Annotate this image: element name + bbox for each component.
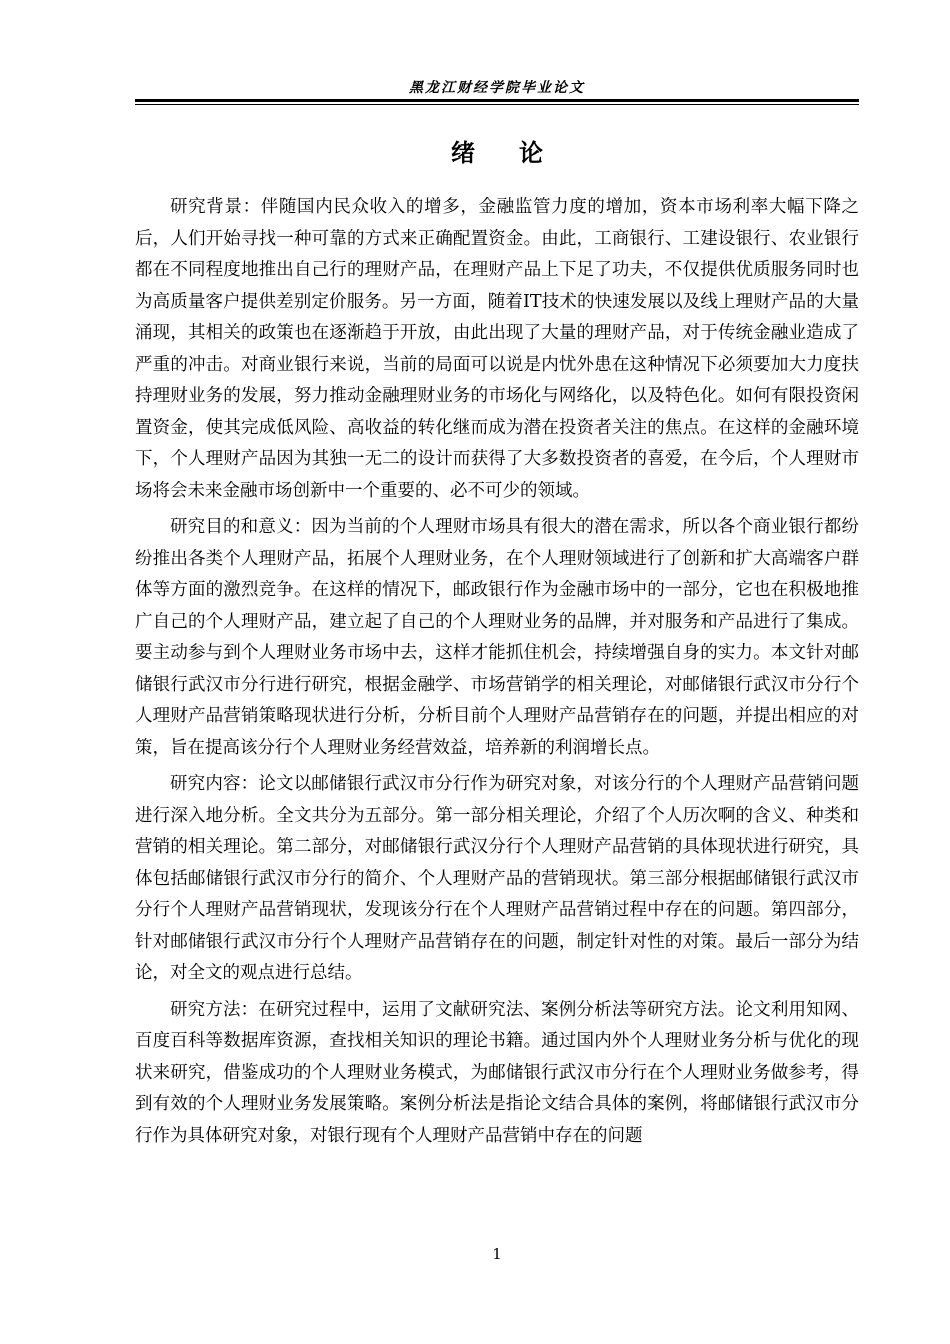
header-rule-secondary xyxy=(135,104,859,105)
paragraph-research-methods: 研究方法：在研究过程中，运用了文献研究法、案例分析法等研究方法。论文利用知网、百度百科等数据库资源，查找相关知识的理论书籍。通过国内外个人理财业务分析与优化的现状来研究，借鉴成功的个人理财业务模式，为邮储银行武汉市分行在个人理财业务做参考，得到有效的个人理财业务发展策略。案例分析法是指论文结合具体的案例，将邮储银行武汉市分行作为具体研究对象，对银行现有个人理财产品营销中存在的问题 xyxy=(135,999,859,1146)
running-header: 黑龙江财经学院毕业论文 xyxy=(409,80,585,96)
body-text xyxy=(135,192,859,1152)
paragraph-research-background: 研究背景：伴随国内民众收入的增多，金融监管力度的增加，资本市场利率大幅下降之后，人们开始寻找一种可靠的方式来正确配置资金。由此，工商银行、工建设银行、农业银行都在不同程度地推出自己行的理财产品，在理财产品上下足了功夫，不仅提供优质服务同时也为高质量客户提供差别定价服务。另一方面，随着IT技术的快速发展以及线上理财产品的大量涌现，其相关的政策也在逐渐趋于开放，由此出现了大量的理财产品，对于传统金融业造成了严重的冲击。对商业银行来说，当前的局面可以说是内忧外患在这种情况下必须要加大力度扶持理财业务的发展，努力推动金融理财业务的市场化与网络化，以及特色化。如何有限投资闲置资金，使其完成低风险、高收益的转化继而成为潜在投资者关注的焦点。在这样的金融环境下，个人理财产品因为其独一无二的设计而获得了大多数投资者的喜爱，在今后，个人理财市场将会未来金融市场创新中一个重要的、必不可少的领域。 xyxy=(135,197,859,501)
header-rule xyxy=(135,99,859,102)
paragraph-research-content: 研究内容：论文以邮储银行武汉市分行作为研究对象，对该分行的个人理财产品营销问题进行深入地分析。全文共分为五部分。第一部分相关理论，介绍了个人历次啊的含义、种类和营销的相关理论。第二部分，对邮储银行武汉分行个人理财产品营销的具体现状进行研究，具体包括邮储银行武汉市分行的简介、个人理财产品的营销现状。第三部分根据邮储银行武汉市分行个人理财产品营销现状，发现该分行在个人理财产品营销过程中存在的问题。第四部分，针对邮储银行武汉市分行个人理财产品营销存在的问题，制定针对性的对策。最后一部分为结论，对全文的观点进行总结。 xyxy=(135,774,859,983)
paragraph-research-purpose: 研究目的和意义：因为当前的个人理财市场具有很大的潜在需求，所以各个商业银行都纷纷推出各类个人理财产品，拓展个人理财业务，在个人理财领域进行了创新和扩大高端客户群体等方面的激烈竞争。在这样的情况下，邮政银行作为金融市场中的一部分，它也在积极地推广自己的个人理财产品，建立起了自己的个人理财业务的品牌，并对服务和产品进行了集成。要主动参与到个人理财业务市场中去，这样才能抓住机会，持续增强自身的实力。本文针对邮储银行武汉市分行进行研究，根据金融学、市场营销学的相关理论，对邮储银行武汉市分行个人理财产品营销策略现状进行分析，分析目前个人理财产品营销存在的问题，并提出相应的对策，旨在提高该分行个人理财业务经营效益，培养新的利润增长点。 xyxy=(135,517,859,758)
page-number: 1 xyxy=(492,1245,502,1263)
page-title: 绪论 xyxy=(451,139,587,167)
